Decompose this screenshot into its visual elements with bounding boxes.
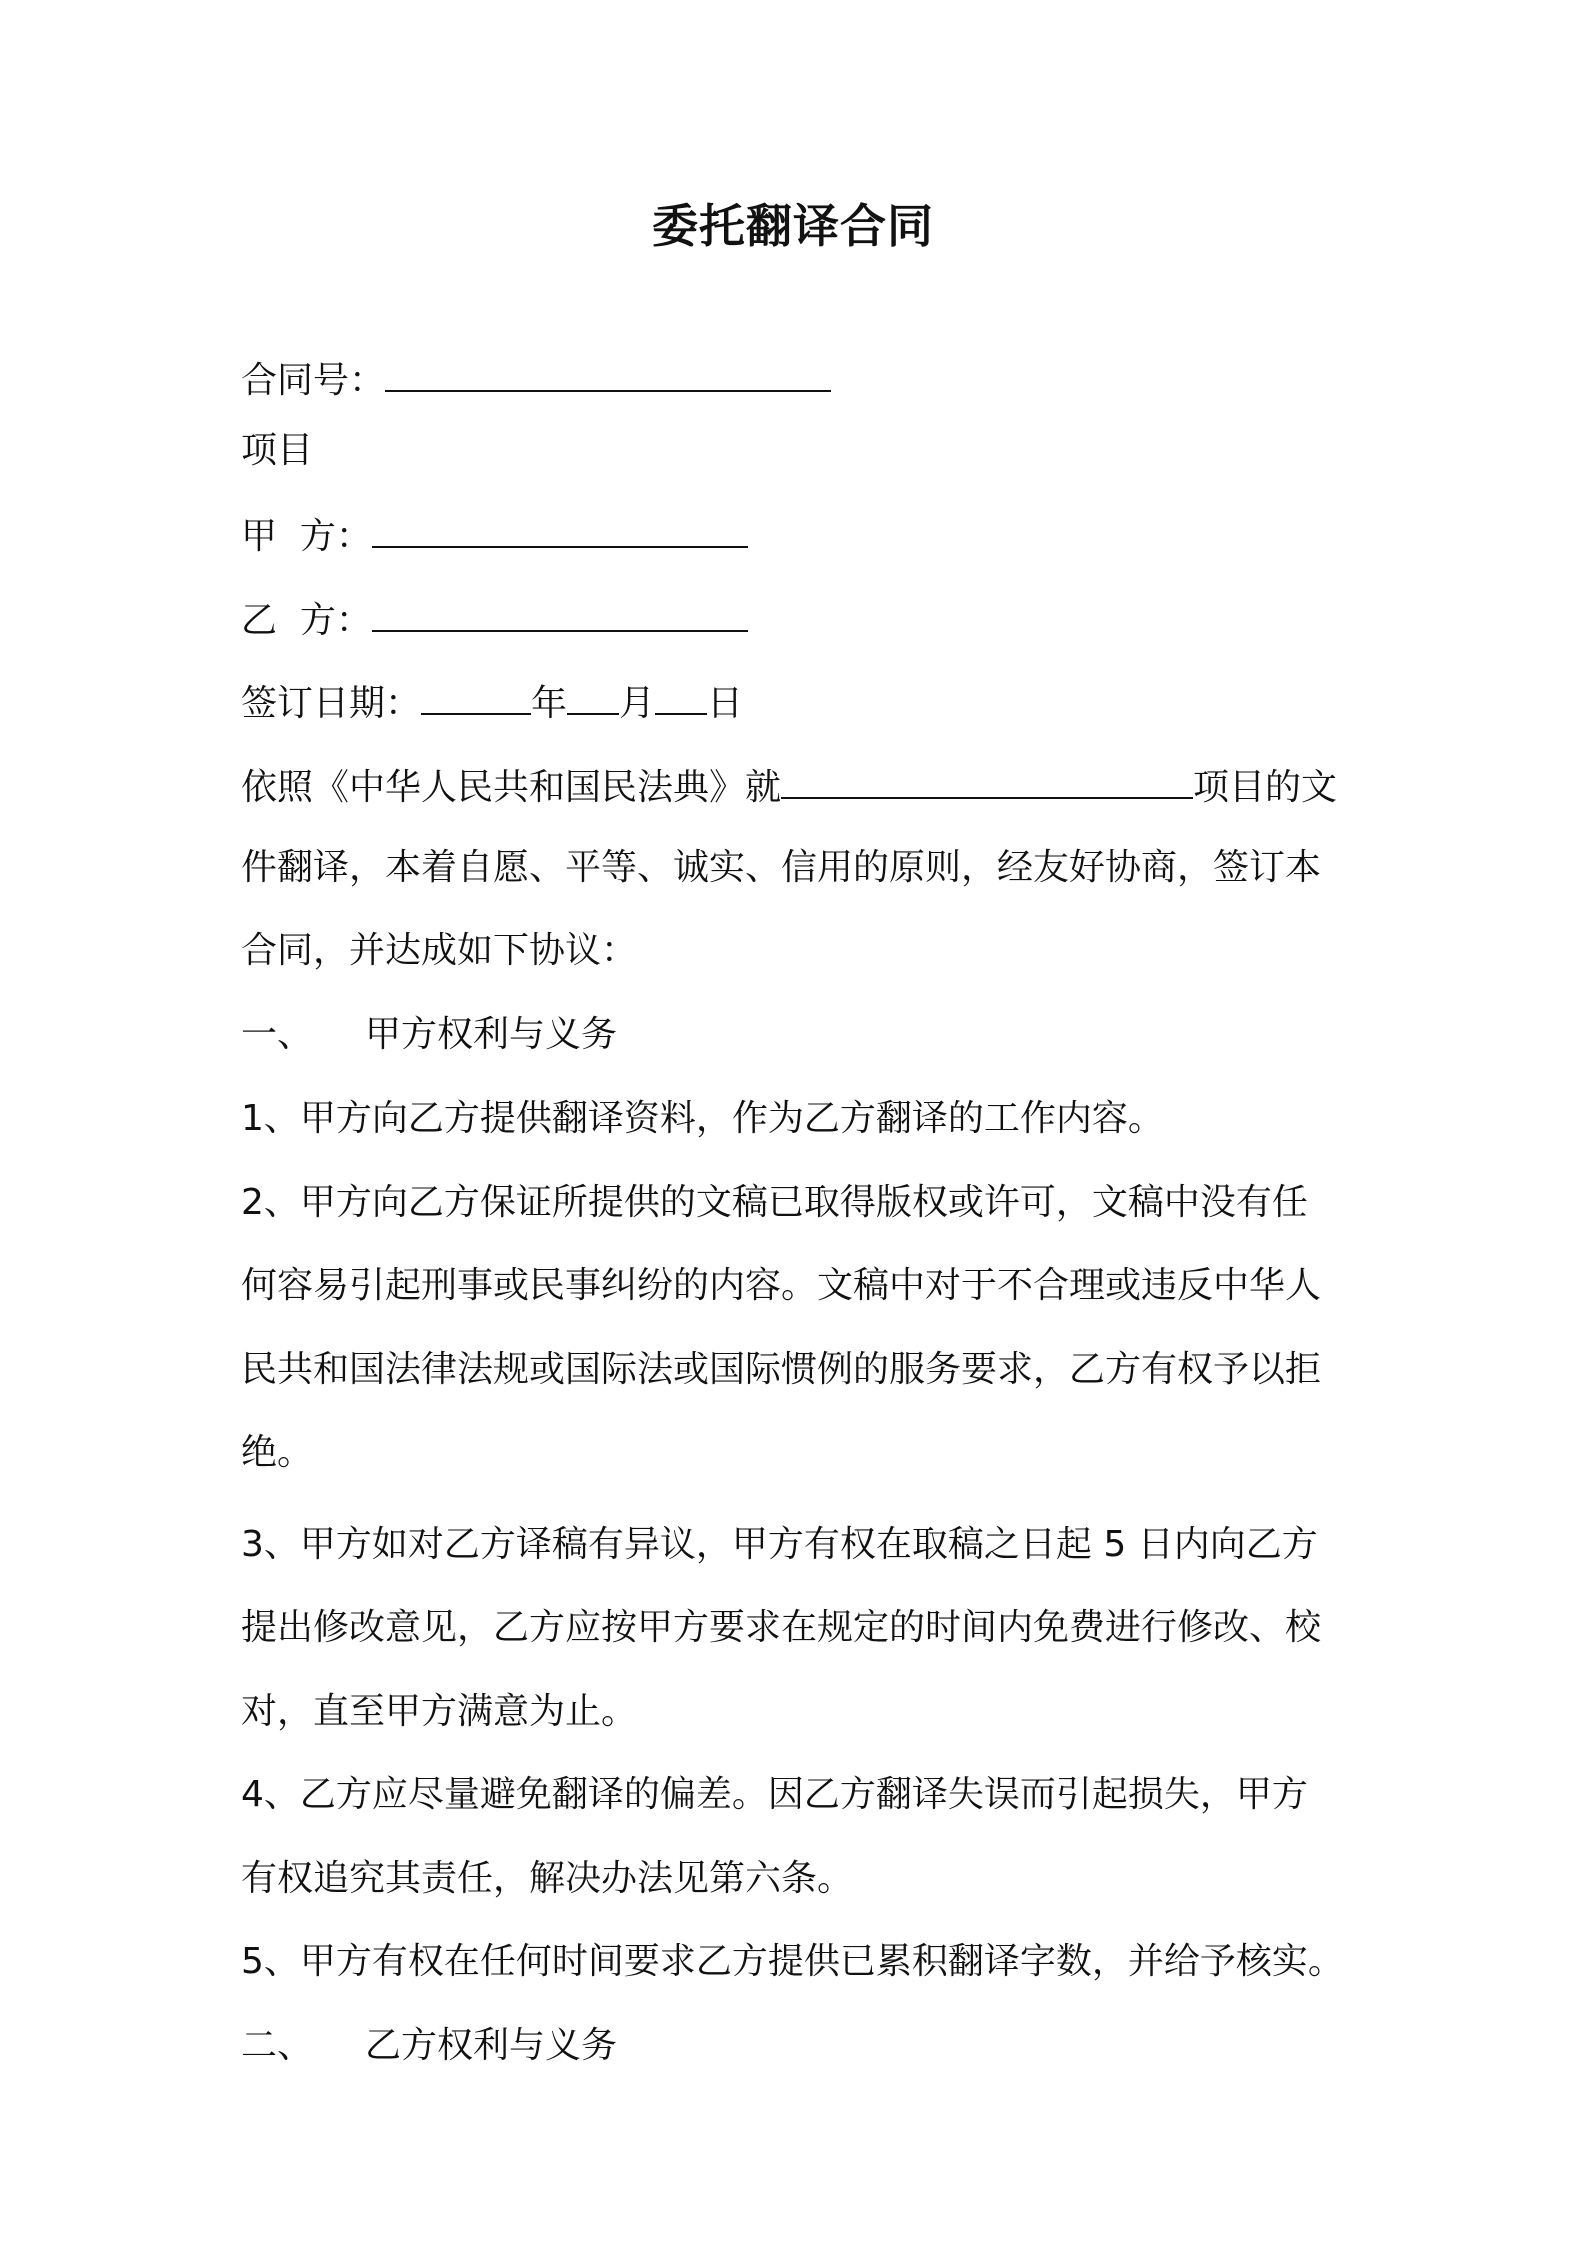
year-label: 年 (531, 683, 568, 724)
section-1-number: 一、 (241, 1014, 314, 1055)
intro-line-2: 件翻译，本着自愿、平等、诚实、信用的原则，经友好协商，签订本 (241, 847, 1322, 888)
project-row (241, 426, 1361, 476)
contract-no-field[interactable] (385, 352, 831, 392)
party-b-label: 乙 方： (241, 600, 372, 641)
project-name-field[interactable] (781, 759, 1193, 799)
item-3-line-2: 提出修改意见，乙方应按甲方要求在规定的时间内免费进行修改、校 (241, 1607, 1322, 1648)
month-label: 月 (619, 683, 656, 724)
sign-date-label: 签订日期： (241, 683, 422, 724)
item-2-line-2: 何容易引起刑事或民事纠纷的内容。文稿中对于不合理或违反中华人 (241, 1265, 1322, 1306)
party-a-label: 甲 方： (241, 516, 372, 557)
party-b-field[interactable] (372, 592, 748, 632)
document-title: 委托翻译合同 (652, 199, 934, 253)
section-2-number: 二、 (241, 2025, 314, 2066)
sign-date-row (241, 675, 1361, 729)
day-label: 日 (707, 683, 744, 724)
sign-year-field[interactable] (421, 675, 531, 715)
party-a-field[interactable] (372, 508, 748, 548)
item-4-line-2: 有权追究其责任，解决办法见第六条。 (241, 1858, 854, 1899)
contract-no-row (241, 352, 1361, 406)
project-label: 项目 (241, 430, 314, 471)
item-2-line-1: 2、甲方向乙方保证所提供的文稿已取得版权或许可，文稿中没有任 (241, 1182, 1308, 1223)
party-b-row (241, 592, 1361, 646)
intro-part1: 依照《中华人民共和国民法典》就 (241, 767, 782, 808)
item-3-line-3: 对，直至甲方满意为止。 (241, 1691, 638, 1732)
intro-part2: 项目的文 (1193, 767, 1338, 808)
item-2-line-4: 绝。 (241, 1432, 314, 1473)
item-1: 1、甲方向乙方提供翻译资料，作为乙方翻译的工作内容。 (241, 1098, 1164, 1139)
intro-line-1 (241, 759, 1361, 813)
party-a-row (241, 508, 1361, 562)
item-5: 5、甲方有权在任何时间要求乙方提供已累积翻译字数，并给予核实。 (241, 1941, 1344, 1982)
sign-month-field[interactable] (567, 675, 619, 715)
section-1-heading (241, 1010, 1361, 1060)
section-2-title: 乙方权利与义务 (365, 2025, 618, 2066)
contract-no-label: 合同号： (241, 360, 386, 401)
intro-line-3: 合同，并达成如下协议： (241, 930, 638, 971)
sign-day-field[interactable] (655, 675, 707, 715)
section-2-heading (241, 2021, 1361, 2071)
item-2-line-3: 民共和国法律法规或国际法或国际惯例的服务要求，乙方有权予以拒 (241, 1349, 1322, 1390)
item-3-line-1: 3、甲方如对乙方译稿有异议，甲方有权在取稿之日起 5 日内向乙方 (241, 1524, 1318, 1565)
section-1-title: 甲方权利与义务 (365, 1014, 618, 1055)
item-4-line-1: 4、乙方应尽量避免翻译的偏差。因乙方翻译失误而引起损失，甲方 (241, 1774, 1308, 1815)
